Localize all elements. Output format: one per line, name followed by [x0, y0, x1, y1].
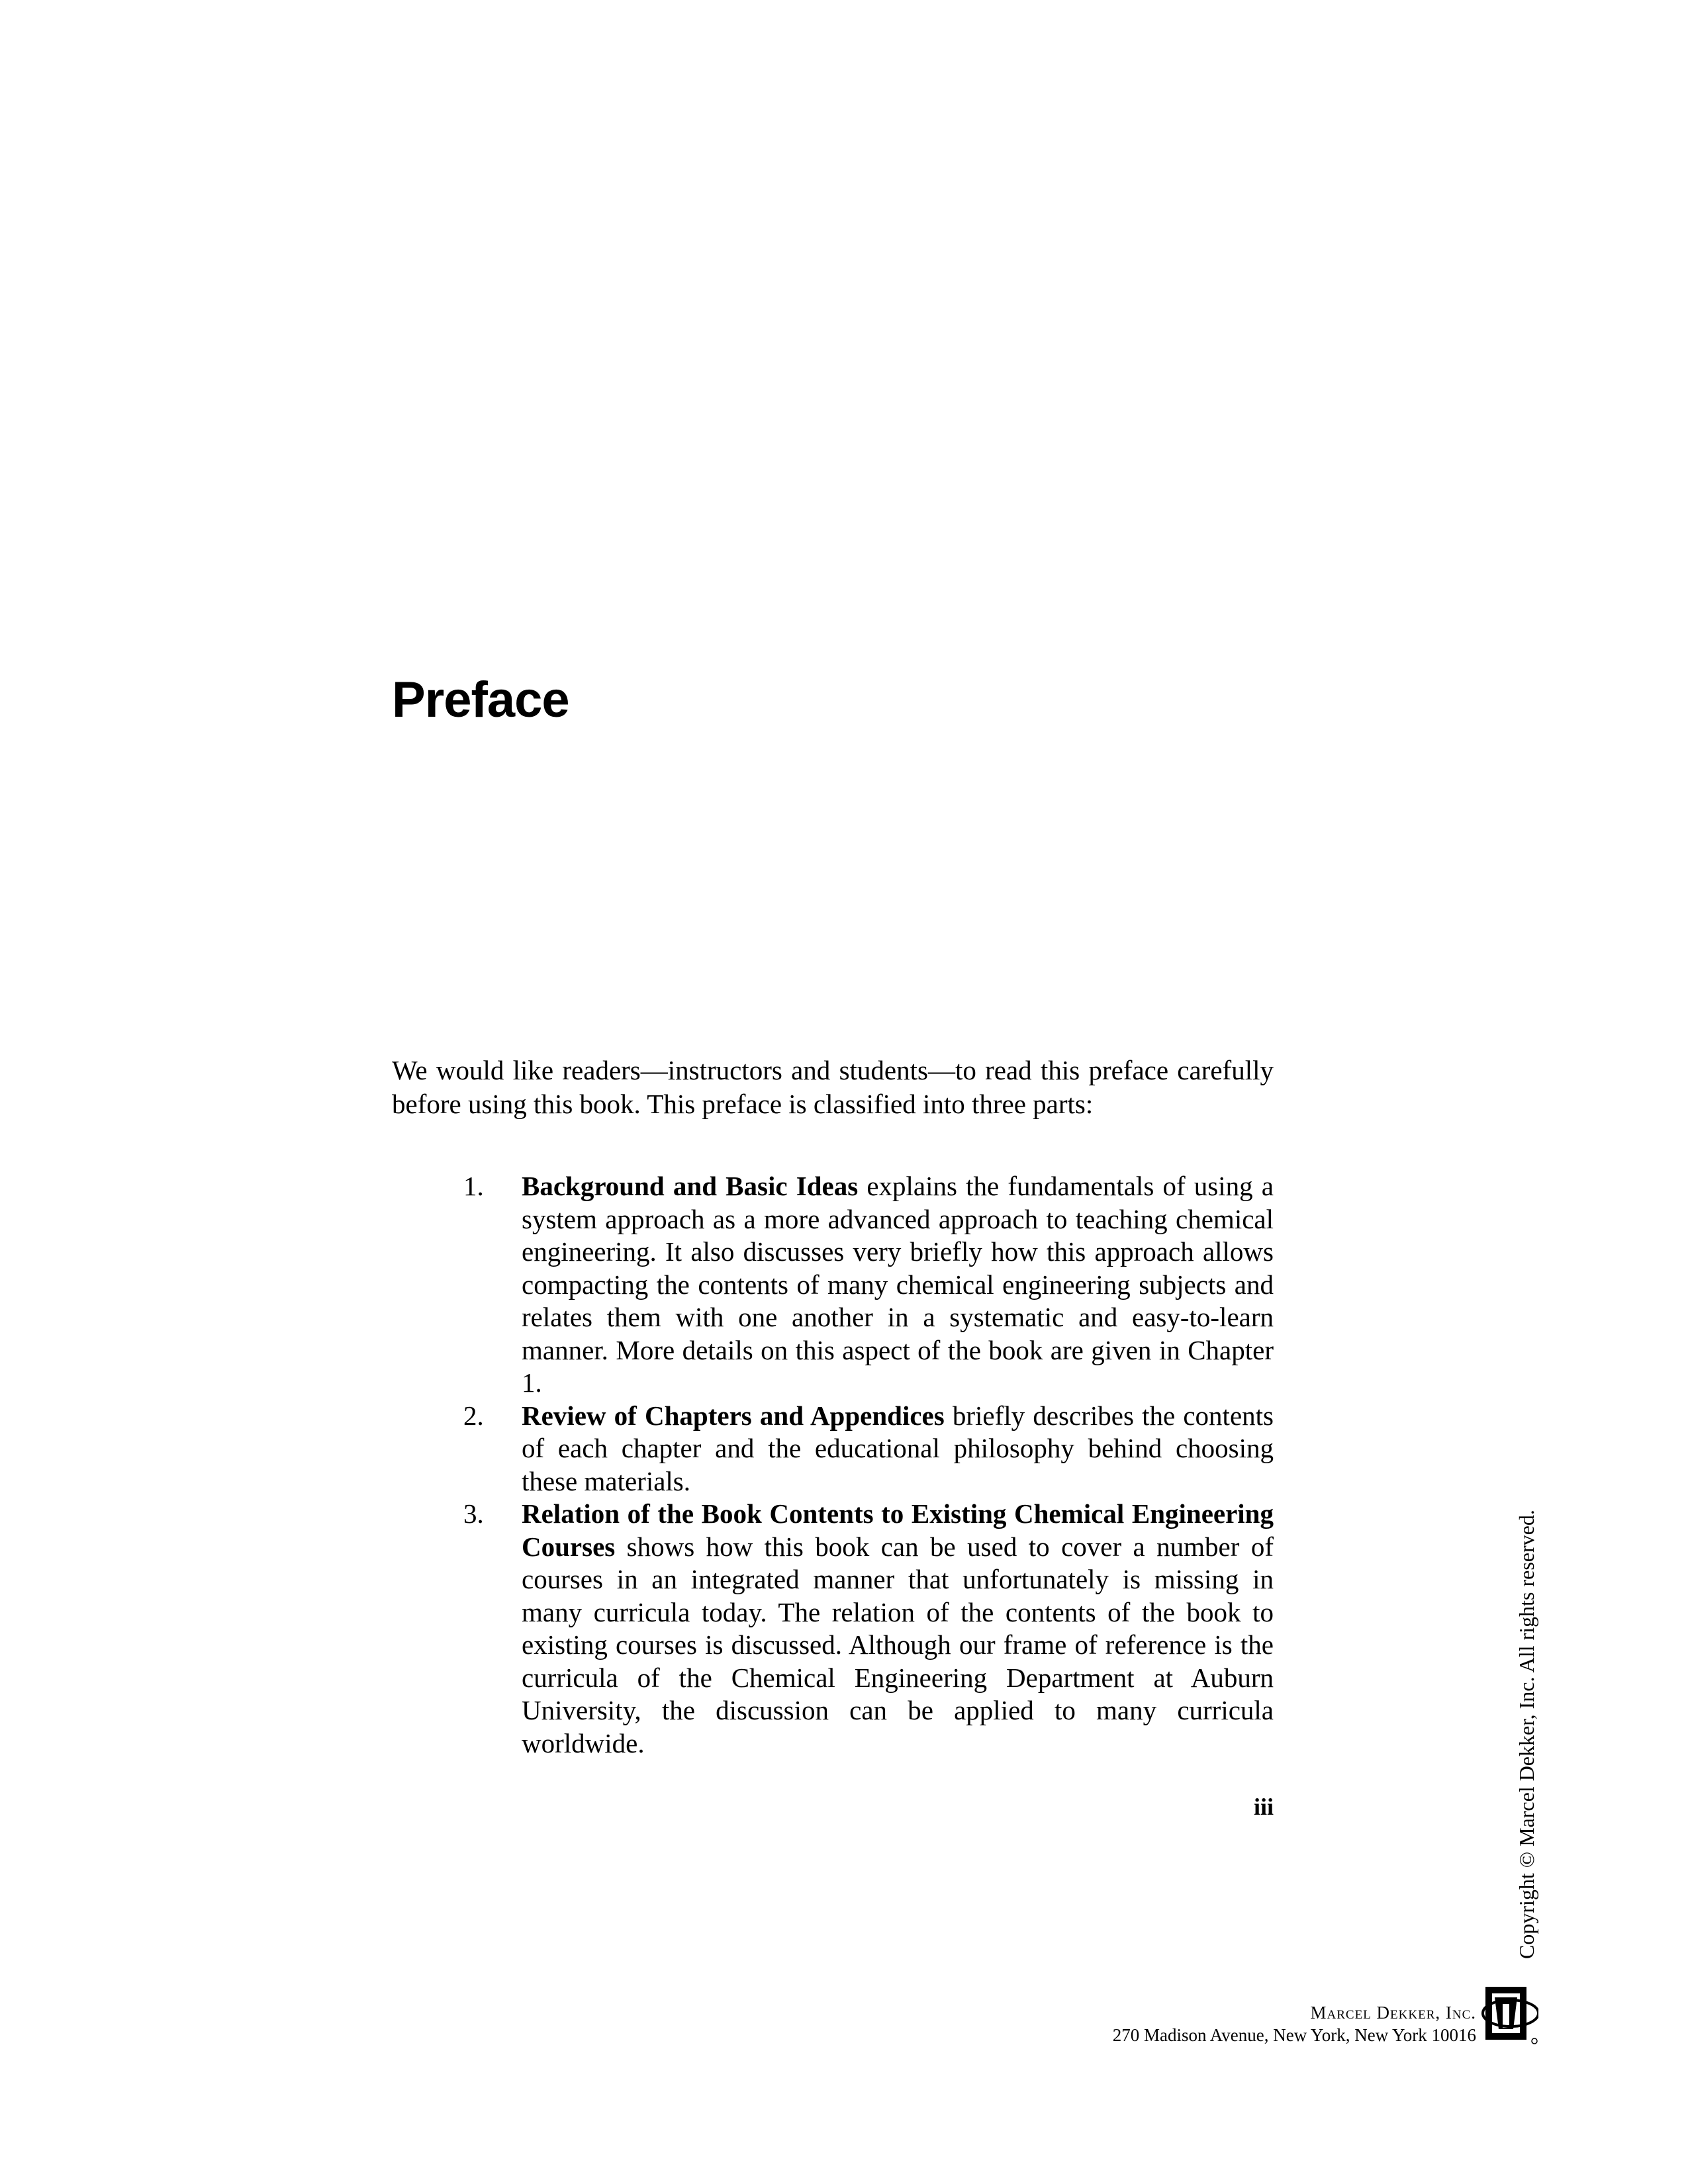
publisher-info — [1113, 2001, 1476, 2046]
publisher-name: Marcel Dekker, Inc. — [1310, 2003, 1476, 2023]
marcel-dekker-logo-icon — [1480, 1978, 1538, 2045]
list-item — [463, 1170, 1274, 1400]
list-item-heading: Review of Chapters and Appendices — [522, 1400, 945, 1431]
list-item — [463, 1400, 1274, 1498]
list-item-body: explains the fundamentals of using a system approach as a more advanced approach to teaching chemical engineering. It also discusses very briefly how this approach allows compacting the contents of many chemical engineering subjects and relates them with one another in a systematic and easy-to-learn manner. More details on this aspect of the book are given in Chapter 1. — [522, 1171, 1274, 1398]
list-item — [463, 1498, 1274, 1760]
page-number: iii — [1253, 1794, 1274, 1820]
list-item-number: 2. — [463, 1400, 484, 1431]
preface-parts-list — [463, 1170, 1274, 1760]
list-item-body: briefly describes the contents of each chapter and the educational philosophy behind choosing these materials. — [522, 1400, 1274, 1496]
list-item-number: 1. — [463, 1171, 484, 1201]
list-item-heading: Background and Basic Ideas — [522, 1171, 859, 1201]
copyright-notice: Copyright © Marcel Dekker, Inc. All rights reserved. — [1515, 1510, 1538, 1959]
publisher-address: 270 Madison Avenue, New York, New York 10016 — [1112, 2025, 1476, 2045]
intro-paragraph: We would like readers—instructors and students—to read this preface carefully before using this book. This preface is classified into three parts: — [392, 1055, 1274, 1119]
list-item-heading: Relation of the Book Contents to Existing Chemical Engineering Courses — [522, 1498, 1274, 1562]
list-item-body: shows how this book can be used to cover a number of courses in an integrated manner that unfortunately is missing in many curricula today. The relation of the contents of the book to existing courses is discussed. Although our frame of reference is the curricula of the Chemical Engineering Department at Auburn University, the discussion can be applied to many curricula worldwide. — [522, 1531, 1274, 1758]
page-title: Preface — [392, 672, 569, 728]
list-item-number: 3. — [463, 1498, 484, 1529]
